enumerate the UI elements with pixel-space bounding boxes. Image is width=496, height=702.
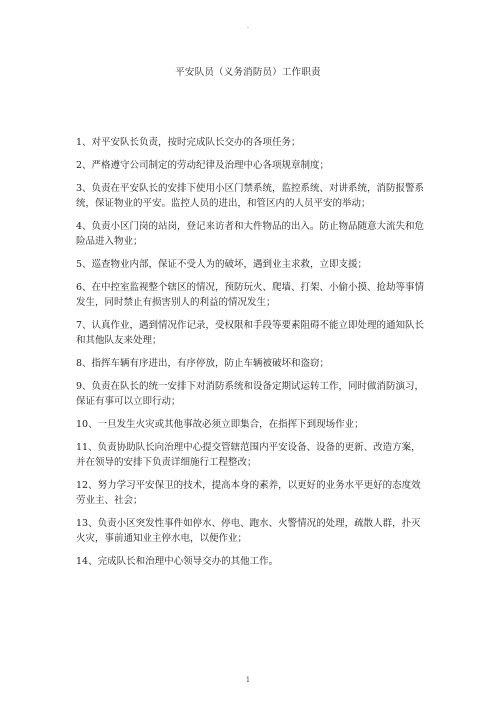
duty-item-13: 13、负责小区突发性事件如停水、停电、跑水、火警情况的处理，疏散人群，扑灭火灾，事前通知业主停水电，以便作业；: [76, 518, 421, 544]
duty-item-3: 3、负责在平安队长的安排下使用小区门禁系统，监控系统、对讲系统，消防报警系统，保证物业的平安。监控人员的进出，和管区内的人员平安的举动；: [76, 183, 425, 209]
page-number: 1: [245, 676, 251, 684]
duty-item-11: 11、负责协助队长向治理中心提交管辖范围内平安设备、设备的更新、改造方案，并在领导的安排下负责详细施行工程整改；: [76, 442, 421, 468]
duty-item-5: 5、巡查物业内部，保证不受人为的破坏，遇到业主求救，立即支援；: [76, 259, 368, 270]
duty-list: [76, 135, 426, 577]
duty-item-7: 7、认真作业，遇到情况作记录，受权限和手段等要素阻碍不能立即处理的通知队长和其他队友来处理；: [76, 320, 425, 346]
document-title: 平安队员（义务消防员）工作职责: [175, 67, 321, 78]
duty-item-9: 9、负责在队长的统一安排下对消防系统和设备定期试运转工作，同时做消防演习，保证有事可以立即行动；: [76, 381, 425, 407]
duty-item-4: 4、负责小区门岗的站岗，登记来访者和大件物品的出入。防止物品随意大流失和危险品进入物业；: [76, 221, 425, 247]
duty-item-14: 14、完成队长和治理中心领导交办的其他工作。: [76, 556, 279, 567]
duty-item-2: 2、严格遵守公司制定的劳动纪律及治理中心各项规章制度；: [76, 160, 330, 171]
header-mark: .: [246, 22, 250, 30]
duty-item-10: 10、一旦发生火灾或其他事故必须立即集合，在指挥下到现场作业；: [76, 419, 364, 430]
duty-item-1: 1、对平安队长负责，按时完成队长交办的各项任务；: [76, 137, 301, 148]
duty-item-6: 6、在中控室监视整个辖区的情况，预防玩火、爬墙、打架、小偷小摸、抢劫等事情发生，同时禁止有损害别人的利益的情况发生；: [76, 282, 425, 308]
duty-item-8: 8、指挥车辆有序进出，有序停放，防止车辆被破坏和盗窃；: [76, 358, 330, 369]
duty-item-12: 12、努力学习平安保卫的技术，提高本身的素养，以更好的业务水平更好的态度效劳业主、社会；: [76, 480, 421, 506]
